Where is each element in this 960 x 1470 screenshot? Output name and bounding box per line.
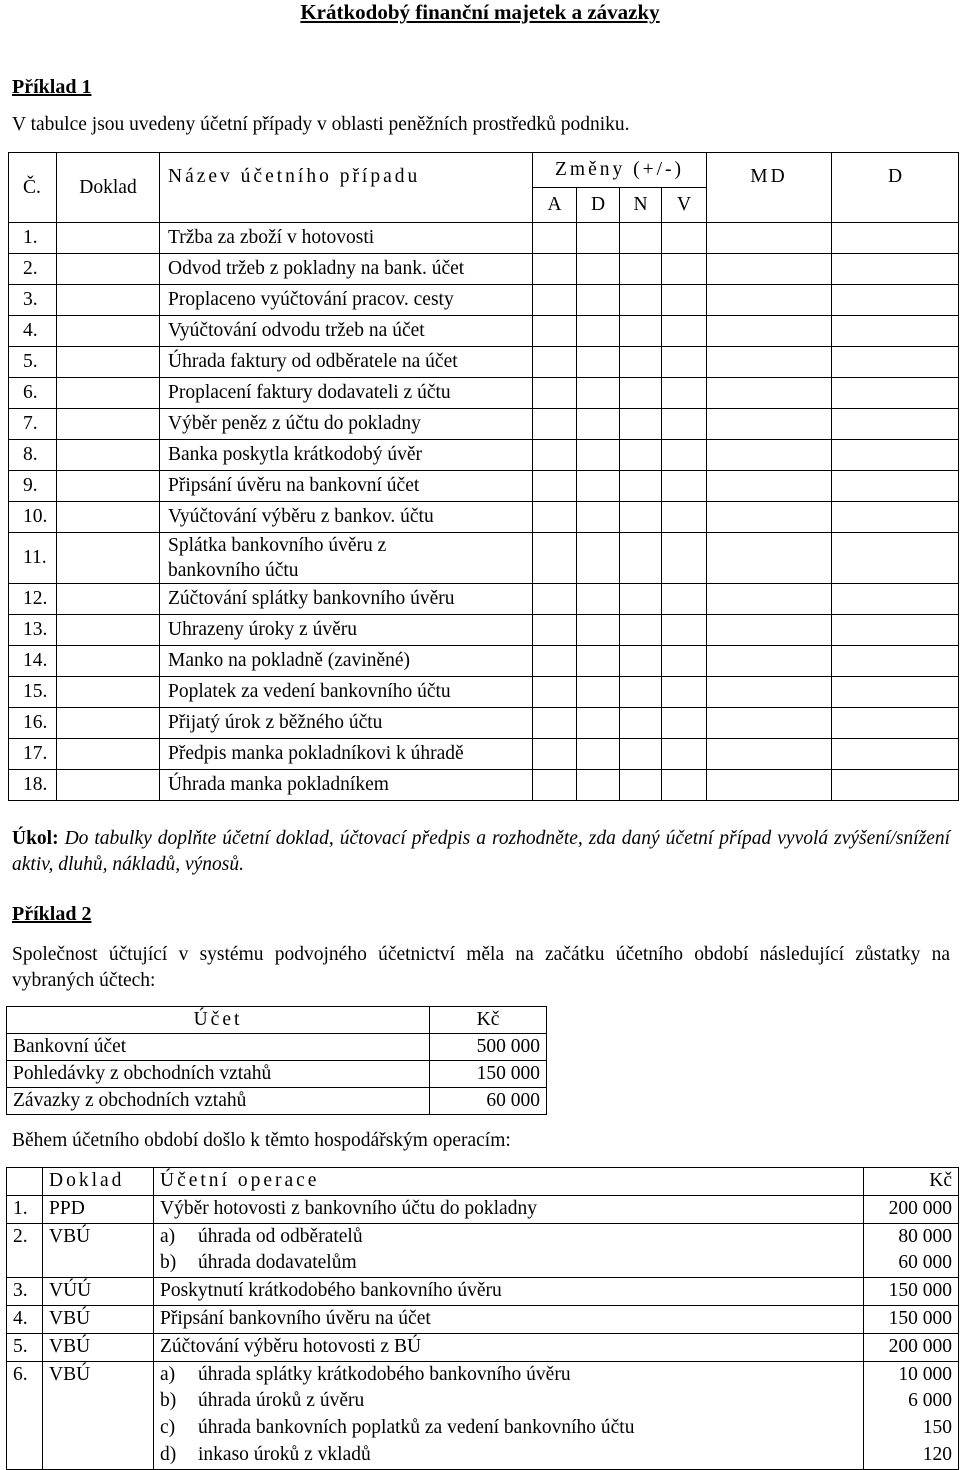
change-n-cell (620, 471, 662, 502)
transaction-name: Vyúčtování výběru z bankov. účtu (160, 502, 533, 533)
change-n-cell (620, 347, 662, 378)
change-d-cell (577, 584, 620, 615)
operation-amount: 80 000 (898, 1225, 952, 1247)
change-n-cell (620, 440, 662, 471)
col-header-op-no (7, 1168, 43, 1196)
doc-cell (57, 739, 160, 770)
change-d-cell (577, 739, 620, 770)
example2-heading: Příklad 2 (12, 903, 92, 925)
change-a-cell (533, 254, 577, 285)
operation-line (160, 1196, 857, 1223)
doc-cell (57, 646, 160, 677)
col-header-op-amount: Kč (864, 1168, 959, 1196)
change-d-cell (577, 378, 620, 409)
operation-text: úhrada úroků z úvěru (198, 1390, 365, 1412)
md-cell (707, 584, 832, 615)
d-cell (832, 739, 959, 770)
change-n-cell (620, 584, 662, 615)
transaction-name: Úhrada manka pokladníkem (160, 770, 533, 801)
operation-number: 6. (7, 1361, 43, 1469)
col-header-a: A (533, 188, 577, 223)
col-header-op-doc: Doklad (43, 1168, 154, 1196)
table-row (7, 1088, 547, 1115)
col-header-md: MD (707, 153, 832, 223)
doc-cell (57, 708, 160, 739)
operation-number: 3. (7, 1278, 43, 1306)
operation-text: Připsání bankovního úvěru na účet (160, 1307, 431, 1329)
operation-doc: PPD (43, 1195, 154, 1223)
operation-line (160, 1278, 857, 1305)
d-cell (832, 440, 959, 471)
change-a-cell (533, 471, 577, 502)
change-n-cell (620, 254, 662, 285)
md-cell (707, 440, 832, 471)
operation-line (160, 1388, 857, 1415)
table-row (7, 1223, 959, 1278)
operation-line (160, 1334, 857, 1361)
change-v-cell (662, 471, 707, 502)
doc-cell (57, 347, 160, 378)
change-n-cell (620, 378, 662, 409)
table-row (7, 1195, 959, 1223)
account-balance: 500 000 (430, 1034, 547, 1061)
doc-cell (57, 409, 160, 440)
row-number: 14. (9, 646, 57, 677)
operation-amount-cell (864, 1195, 959, 1223)
change-v-cell (662, 347, 707, 378)
md-cell (707, 646, 832, 677)
account-name: Pohledávky z obchodních vztahů (7, 1061, 430, 1088)
change-a-cell (533, 409, 577, 440)
doc-cell (57, 223, 160, 254)
operation-amount: 6 000 (908, 1390, 952, 1412)
change-v-cell (662, 770, 707, 801)
table-row (7, 1034, 547, 1061)
change-d-cell (577, 223, 620, 254)
change-d-cell (577, 347, 620, 378)
table-row (7, 1305, 959, 1333)
md-cell (707, 316, 832, 347)
table-row (7, 1361, 959, 1469)
transaction-name: Tržba za zboží v hotovosti (160, 223, 533, 254)
change-a-cell (533, 347, 577, 378)
row-number: 4. (9, 316, 57, 347)
transaction-name: Přijatý úrok z běžného účtu (160, 708, 533, 739)
col-header-op-text: Účetní operace (154, 1168, 864, 1196)
operation-doc: VBÚ (43, 1333, 154, 1361)
transaction-name: Zúčtování splátky bankovního úvěru (160, 584, 533, 615)
change-v-cell (662, 409, 707, 440)
operation-text: Výběr hotovosti z bankovního účtu do pokladny (160, 1197, 537, 1219)
operation-text-cell (154, 1361, 864, 1469)
row-number: 12. (9, 584, 57, 615)
change-a-cell (533, 502, 577, 533)
d-cell (832, 347, 959, 378)
operation-amount: 150 000 (888, 1307, 952, 1329)
operation-text: úhrada dodavatelům (198, 1252, 357, 1274)
row-number: 15. (9, 677, 57, 708)
change-v-cell (662, 285, 707, 316)
change-v-cell (662, 223, 707, 254)
row-number: 6. (9, 378, 57, 409)
doc-cell (57, 440, 160, 471)
change-n-cell (620, 615, 662, 646)
change-n-cell (620, 316, 662, 347)
transaction-name: Proplaceno vyúčtování pracov. cesty (160, 285, 533, 316)
row-number: 3. (9, 285, 57, 316)
row-number: 9. (9, 471, 57, 502)
operation-line (160, 1306, 857, 1333)
d-cell (832, 254, 959, 285)
d-cell (832, 584, 959, 615)
operation-letter: a) (160, 1225, 176, 1247)
d-cell (832, 646, 959, 677)
operation-doc: VBÚ (43, 1223, 154, 1278)
d-cell (832, 708, 959, 739)
change-d-cell (577, 316, 620, 347)
transaction-name: Proplacení faktury dodavateli z účtu (160, 378, 533, 409)
transaction-name: Vyúčtování odvodu tržeb na účet (160, 316, 533, 347)
md-cell (707, 739, 832, 770)
md-cell (707, 770, 832, 801)
table-row (9, 254, 959, 285)
change-d-cell (577, 502, 620, 533)
change-a-cell (533, 440, 577, 471)
operation-amount: 150 (922, 1417, 952, 1439)
table-row (9, 471, 959, 502)
table-row (9, 409, 959, 440)
table-row (9, 615, 959, 646)
col-header-name: Název účetního případu (160, 153, 533, 223)
operation-doc: VÚÚ (43, 1278, 154, 1306)
change-a-cell (533, 223, 577, 254)
doc-cell (57, 770, 160, 801)
d-cell (832, 471, 959, 502)
col-header-amount: Kč (430, 1007, 547, 1034)
md-cell (707, 409, 832, 440)
task-body: Do tabulky doplňte účetní doklad, účtovací předpis a rozhodněte, zda daný účetní případ vyvolá zvýšení/snížení aktiv, dluhů, nákladů, výnosů. (12, 828, 951, 875)
example2-intro: Společnost účtující v systému podvojného účetnictví měla na začátku účetního období následující zůstatky na vybraných účtech: (12, 944, 950, 991)
row-number: 10. (9, 502, 57, 533)
operation-text: úhrada splátky krátkodobého bankovního úvěru (198, 1363, 571, 1385)
row-number: 2. (9, 254, 57, 285)
table-row (9, 584, 959, 615)
table-row (7, 1278, 959, 1306)
col-header-v: V (662, 188, 707, 223)
change-n-cell (620, 677, 662, 708)
change-a-cell (533, 770, 577, 801)
d-cell (832, 378, 959, 409)
table-row (9, 316, 959, 347)
operation-letter: a) (160, 1363, 176, 1385)
transaction-name: Manko na pokladně (zaviněné) (160, 646, 533, 677)
account-balance: 60 000 (430, 1088, 547, 1115)
doc-cell (57, 285, 160, 316)
operation-text: úhrada bankovních poplatků za vedení bankovního účtu (198, 1417, 635, 1439)
task-label: Úkol: (12, 828, 59, 849)
d-cell (832, 770, 959, 801)
operation-line (160, 1250, 857, 1277)
row-number: 7. (9, 409, 57, 440)
account-name: Bankovní účet (7, 1034, 430, 1061)
operation-doc: VBÚ (43, 1305, 154, 1333)
table-row (9, 347, 959, 378)
change-n-cell (620, 739, 662, 770)
md-cell (707, 708, 832, 739)
change-n-cell (620, 770, 662, 801)
row-number: 18. (9, 770, 57, 801)
md-cell (707, 502, 832, 533)
d-cell (832, 409, 959, 440)
operation-amount: 200 000 (888, 1335, 952, 1357)
change-d-cell (577, 285, 620, 316)
change-a-cell (533, 646, 577, 677)
md-cell (707, 471, 832, 502)
table-row (9, 739, 959, 770)
change-a-cell (533, 378, 577, 409)
transaction-name: Poplatek za vedení bankovního účtu (160, 677, 533, 708)
change-v-cell (662, 533, 707, 584)
change-a-cell (533, 285, 577, 316)
operation-text-cell (154, 1195, 864, 1223)
table-row (9, 502, 959, 533)
md-cell (707, 615, 832, 646)
change-a-cell (533, 316, 577, 347)
change-d-cell (577, 615, 620, 646)
row-number: 13. (9, 615, 57, 646)
md-cell (707, 677, 832, 708)
change-d-cell (577, 533, 620, 584)
d-cell (832, 533, 959, 584)
doc-cell (57, 378, 160, 409)
change-n-cell (620, 223, 662, 254)
operation-line (160, 1442, 857, 1469)
change-v-cell (662, 316, 707, 347)
account-name: Závazky z obchodních vztahů (7, 1088, 430, 1115)
change-v-cell (662, 502, 707, 533)
operation-amount-cell (864, 1223, 959, 1278)
operation-letter: b) (160, 1252, 177, 1274)
change-a-cell (533, 739, 577, 770)
d-cell (832, 615, 959, 646)
change-n-cell (620, 285, 662, 316)
col-header-d-dluhy: D (577, 188, 620, 223)
change-a-cell (533, 677, 577, 708)
operation-amount-cell (864, 1305, 959, 1333)
operation-letter: b) (160, 1390, 177, 1412)
operation-line (160, 1224, 857, 1251)
change-n-cell (620, 708, 662, 739)
doc-cell (57, 502, 160, 533)
table-row (9, 646, 959, 677)
md-cell (707, 285, 832, 316)
col-header-n: N (620, 188, 662, 223)
operation-amount: 200 000 (888, 1197, 952, 1219)
col-header-no: Č. (9, 153, 57, 223)
change-v-cell (662, 615, 707, 646)
change-d-cell (577, 646, 620, 677)
operation-amount: 60 000 (898, 1252, 952, 1274)
change-v-cell (662, 677, 707, 708)
operation-amount-cell (864, 1361, 959, 1469)
transaction-name: Předpis manka pokladníkovi k úhradě (160, 739, 533, 770)
operation-amount-cell (864, 1278, 959, 1306)
md-cell (707, 223, 832, 254)
example1-intro: V tabulce jsou uvedeny účetní případy v oblasti peněžních prostředků podniku. (12, 114, 630, 135)
table-row (9, 677, 959, 708)
page-title: Krátkodobý finanční majetek a závazky (300, 0, 660, 24)
operation-doc: VBÚ (43, 1361, 154, 1469)
operation-amount-cell (864, 1333, 959, 1361)
change-n-cell (620, 502, 662, 533)
change-n-cell (620, 409, 662, 440)
row-number: 8. (9, 440, 57, 471)
change-d-cell (577, 440, 620, 471)
change-v-cell (662, 254, 707, 285)
md-cell (707, 378, 832, 409)
transaction-name: Výběr peněz z účtu do pokladny (160, 409, 533, 440)
operation-text-cell (154, 1223, 864, 1278)
table-row (9, 440, 959, 471)
row-number: 5. (9, 347, 57, 378)
change-d-cell (577, 471, 620, 502)
change-d-cell (577, 677, 620, 708)
operation-amount: 150 000 (888, 1280, 952, 1302)
operation-line (160, 1362, 857, 1389)
task-text (12, 826, 950, 878)
operation-text: Zúčtování výběru hotovosti z BÚ (160, 1335, 422, 1357)
doc-cell (57, 677, 160, 708)
table-row (7, 1061, 547, 1088)
row-number: 1. (9, 223, 57, 254)
col-header-d: D (832, 153, 959, 223)
change-a-cell (533, 708, 577, 739)
example1-heading: Příklad 1 (12, 76, 92, 98)
change-a-cell (533, 584, 577, 615)
md-cell (707, 533, 832, 584)
row-number: 17. (9, 739, 57, 770)
table-row (7, 1333, 959, 1361)
operations-table (6, 1167, 959, 1470)
d-cell (832, 285, 959, 316)
doc-cell (57, 584, 160, 615)
operation-number: 5. (7, 1333, 43, 1361)
transaction-name: Úhrada faktury od odběratele na účet (160, 347, 533, 378)
row-number: 16. (9, 708, 57, 739)
transactions-table (8, 152, 959, 801)
transaction-name: Připsání úvěru na bankovní účet (160, 471, 533, 502)
operation-text: Poskytnutí krátkodobého bankovního úvěru (160, 1280, 502, 1302)
operation-number: 1. (7, 1195, 43, 1223)
operation-line (160, 1415, 857, 1442)
doc-cell (57, 316, 160, 347)
operations-intro: Během účetního období došlo k těmto hospodářským operacím: (12, 1130, 511, 1151)
change-d-cell (577, 409, 620, 440)
operation-text-cell (154, 1305, 864, 1333)
doc-cell (57, 254, 160, 285)
change-v-cell (662, 440, 707, 471)
md-cell (707, 254, 832, 285)
d-cell (832, 316, 959, 347)
change-n-cell (620, 646, 662, 677)
operation-text: úhrada od odběratelů (198, 1225, 363, 1247)
transaction-name: Splátka bankovního úvěru z bankovního účtu (160, 533, 533, 584)
change-a-cell (533, 615, 577, 646)
balances-table (6, 1006, 547, 1115)
col-header-account: Účet (7, 1007, 430, 1034)
transaction-name: Banka poskytla krátkodobý úvěr (160, 440, 533, 471)
doc-cell (57, 471, 160, 502)
doc-cell (57, 615, 160, 646)
table-row (9, 708, 959, 739)
change-d-cell (577, 708, 620, 739)
operation-text-cell (154, 1333, 864, 1361)
transaction-name: Odvod tržeb z pokladny na bank. účet (160, 254, 533, 285)
change-v-cell (662, 378, 707, 409)
table-row (9, 223, 959, 254)
operation-text: inkaso úroků z vkladů (198, 1443, 371, 1465)
col-header-doc: Doklad (57, 153, 160, 223)
operation-number: 4. (7, 1305, 43, 1333)
change-v-cell (662, 739, 707, 770)
operation-amount: 120 (922, 1443, 952, 1465)
change-v-cell (662, 584, 707, 615)
operation-amount: 10 000 (898, 1363, 952, 1385)
md-cell (707, 347, 832, 378)
change-a-cell (533, 533, 577, 584)
change-d-cell (577, 254, 620, 285)
change-d-cell (577, 770, 620, 801)
account-balance: 150 000 (430, 1061, 547, 1088)
operation-number: 2. (7, 1223, 43, 1278)
d-cell (832, 677, 959, 708)
table-row (9, 378, 959, 409)
col-header-changes: Změny (+/-) (533, 153, 707, 188)
d-cell (832, 502, 959, 533)
row-number: 11. (9, 533, 57, 584)
table-row (9, 285, 959, 316)
operation-text-cell (154, 1278, 864, 1306)
change-v-cell (662, 708, 707, 739)
table-row (9, 533, 959, 584)
table-row (9, 770, 959, 801)
doc-cell (57, 533, 160, 584)
transaction-name: Uhrazeny úroky z úvěru (160, 615, 533, 646)
operation-letter: d) (160, 1443, 177, 1465)
change-n-cell (620, 533, 662, 584)
operation-letter: c) (160, 1417, 176, 1439)
change-v-cell (662, 646, 707, 677)
d-cell (832, 223, 959, 254)
